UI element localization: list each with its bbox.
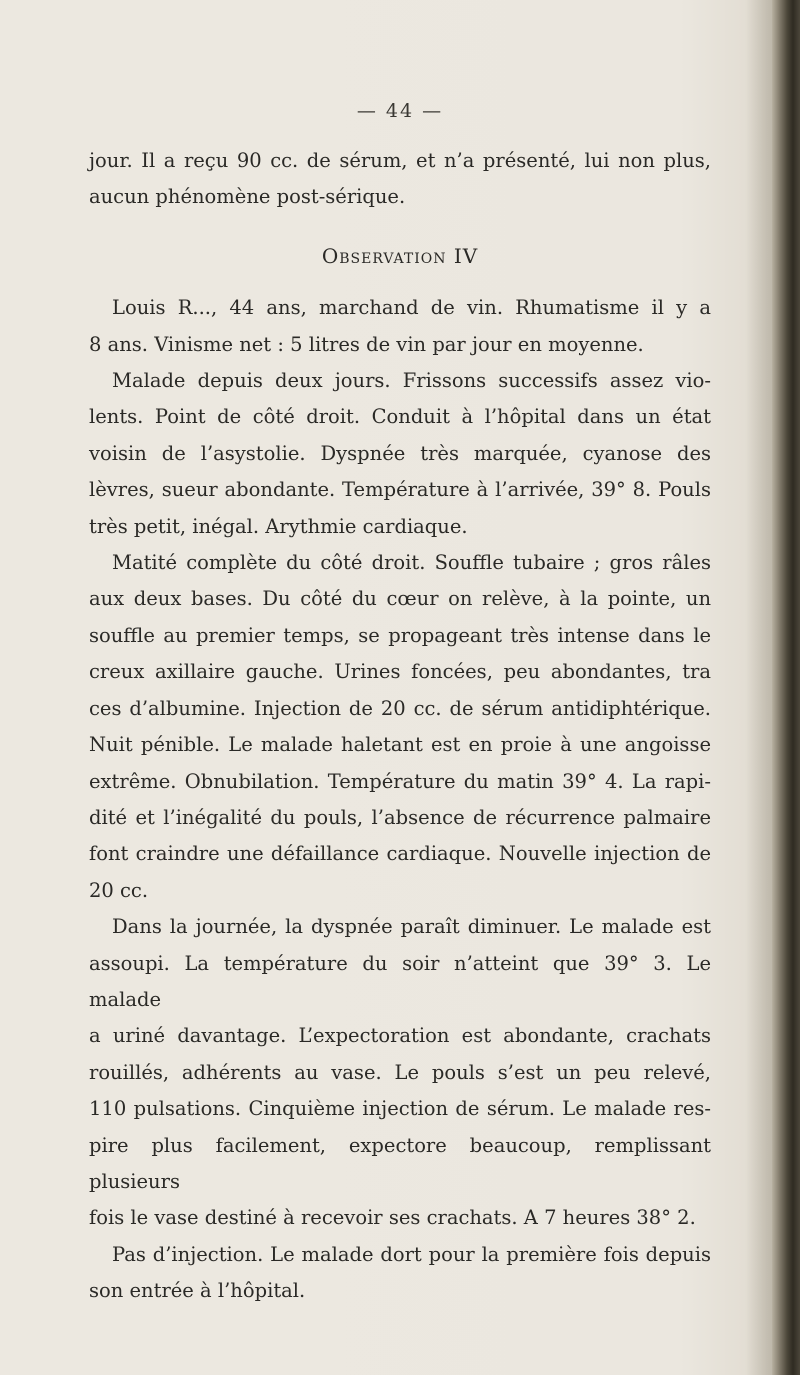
text-line: voisin de l’asystolie. Dyspnée très marquée, cyanose des [89, 441, 711, 465]
text-line: pire plus facilement, expectore beaucoup, remplissant plusieurs [89, 1133, 711, 1193]
text-line: Pas d’injection. Le malade dort pour la première fois depuis [112, 1242, 711, 1266]
text-line: 8 ans. Vinisme net : 5 litres de vin par jour en moyenne. [89, 332, 644, 356]
text-line: Malade depuis deux jours. Frissons successifs assez vio- [112, 369, 711, 393]
book-binding-edge [772, 0, 800, 1375]
text-line: a uriné davantage. L’expectoration est abondante, crachats [89, 1024, 711, 1048]
text-line: Nuit pénible. Le malade haletant est en proie à une angoisse [89, 733, 711, 757]
text-line: rouillés, adhérents au vase. Le pouls s’est un peu relevé, [89, 1060, 711, 1084]
text-line: aux deux bases. Du côté du cœur on relève, à la pointe, un [89, 587, 711, 611]
text-line: extrême. Obnubilation. Température du matin 39° 4. La rapi- [89, 769, 711, 793]
text-line: font craindre une défaillance cardiaque. Nouvelle injection de [89, 842, 711, 866]
text-line: lèvres, sueur abondante. Température à l’arrivée, 39° 8. Pouls [89, 478, 711, 502]
text-line: creux axillaire gauche. Urines foncées, peu abondantes, tra [89, 660, 711, 684]
observation-heading: Observation IV [321, 243, 479, 268]
page-body [89, 143, 711, 1310]
text-line: Dans la journée, la dyspnée paraît diminuer. Le malade est [112, 915, 711, 939]
text-line: son entrée à l’hôpital. [89, 1279, 306, 1303]
text-line: ces d’albumine. Injection de 20 cc. de sérum antidiphtérique. [89, 696, 711, 720]
text-line: dité et l’inégalité du pouls, l’absence de récurrence palmaire [89, 805, 711, 829]
text-line: jour. Il a reçu 90 cc. de sérum, et n’a présenté, lui non plus, [89, 149, 711, 172]
text-line: 20 cc. [89, 878, 149, 902]
text-line: Louis R..., 44 ans, marchand de vin. Rhumatisme il y a [112, 296, 711, 320]
text-line: très petit, inégal. Arythmie cardiaque. [89, 514, 468, 538]
text-line: aucun phénomène post-sérique. [89, 185, 406, 209]
text-line: 110 pulsations. Cinquième injection de sérum. Le malade res- [89, 1097, 711, 1121]
text-line: fois le vase destiné à recevoir ses crachats. A 7 heures 38° 2. [89, 1206, 696, 1230]
page-fold-shadow [746, 0, 772, 1375]
page-number: — 44 — [356, 100, 444, 122]
text-line: Matité complète du côté droit. Souffle tubaire ; gros râles [112, 551, 711, 575]
text-line: assoupi. La température du soir n’atteint que 39° 3. Le malade [89, 951, 711, 1011]
text-line: lents. Point de côté droit. Conduit à l’hôpital dans un état [89, 405, 711, 429]
text-line: souffle au premier temps, se propageant très intense dans le [89, 623, 711, 647]
